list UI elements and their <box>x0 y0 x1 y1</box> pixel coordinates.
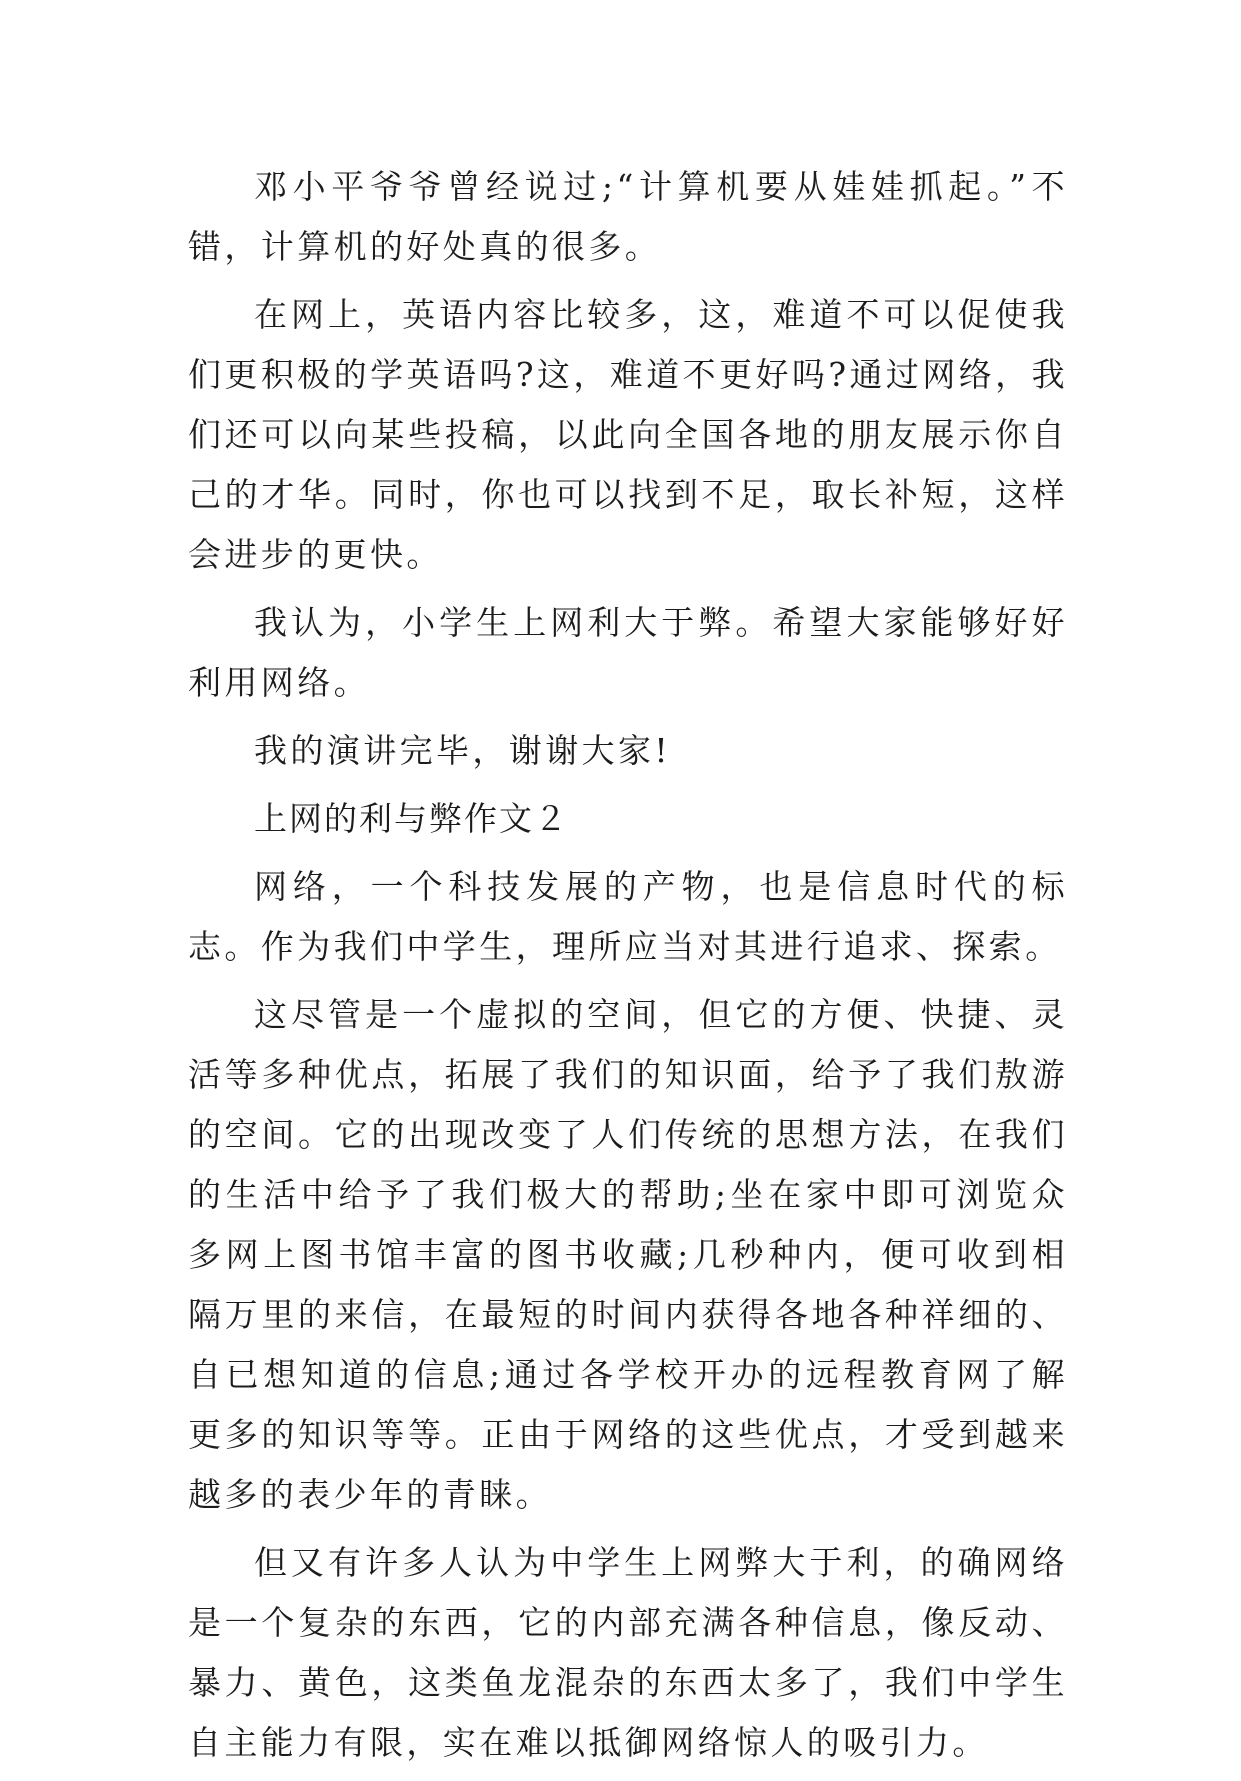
paragraph-network-intro: 网络，一个科技发展的产物，也是信息时代的标志。作为我们中学生，理所应当对其进行追求、探索。 <box>188 867 1068 966</box>
paragraph-conclusion: 我认为，小学生上网利大于弊。希望大家能够好好利用网络。 <box>188 603 1068 702</box>
paragraph-closing: 我的演讲完毕，谢谢大家! <box>254 731 672 770</box>
document-body <box>188 157 1068 1781</box>
paragraph-english-learning: 在网上，英语内容比较多，这，难道不可以促使我们更积极的学英语吗?这，难道不更好吗?通过网络，我们还可以向某些投稿，以此向全国各地的朋友展示你自己的才华。同时，你也可以找到不足，取长补短，这样会进步的更快。 <box>188 295 1068 574</box>
section-title: 上网的利与弊作文２ <box>254 799 569 838</box>
paragraph-network-advantages: 这尽管是一个虚拟的空间，但它的方便、快捷、灵活等多种优点，拓展了我们的知识面，给予了我们敖游的空间。它的出现改变了人们传统的思想方法，在我们的生活中给予了我们极大的帮助;坐在家中即可浏览众多网上图书馆丰富的图书收藏;几秒种内，便可收到相隔万里的来信，在最短的时间内获得各地各种祥细的、自已想知道的信息;通过各学校开办的远程教育网了解更多的知识等等。正由于网络的这些优点，才受到越来越多的表少年的青睐。 <box>188 995 1068 1514</box>
paragraph-network-drawbacks: 但又有许多人认为中学生上网弊大于利，的确网络是一个复杂的东西，它的内部充满各种信息，像反动、暴力、黄色，这类鱼龙混杂的东西太多了，我们中学生自主能力有限，实在难以抵御网络惊人的吸引力。 <box>188 1543 1068 1762</box>
paragraph-quote: 邓小平爷爷曾经说过;“计算机要从娃娃抓起。”不错，计算机的好处真的很多。 <box>188 167 1068 266</box>
